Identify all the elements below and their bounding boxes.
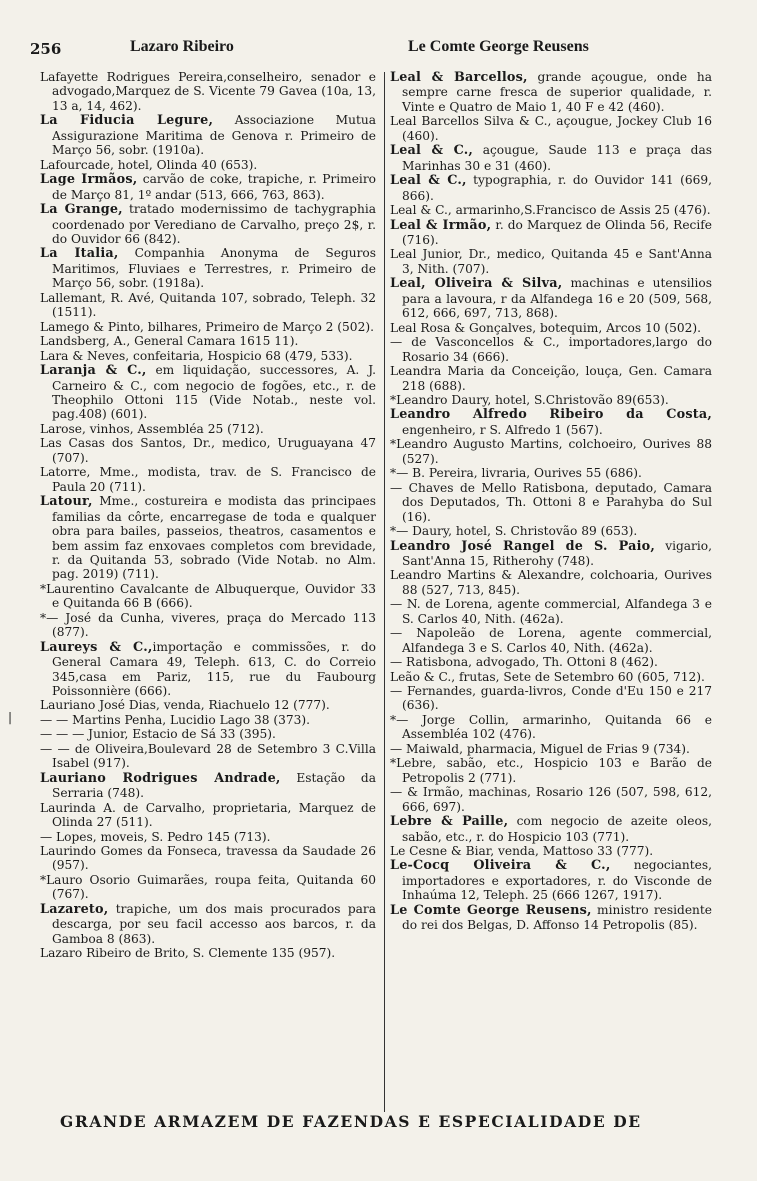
directory-entry [390,437,712,466]
directory-entry [40,70,376,113]
entry-text: *— Daury, hotel, S. Christovão 89 (653). [390,524,638,539]
directory-entry [390,858,712,902]
directory-entry [390,756,712,785]
entry-text: *Leandro Augusto Martins, colchoeiro, Ourives 88 (527). [390,437,712,466]
entry-name: Le-Cocq Oliveira & C., [390,858,611,874]
margin-mark: | [8,710,13,724]
directory-entry [390,407,712,437]
entry-text: grande açougue, onde ha sempre carne fresca de superior qualidade, r. Vinte e Quatro de Maio 1, 40 F e 42 (460). [402,70,713,114]
entry-text: *— Jorge Collin, armarinho, Quitanda 66 e Assembléa 102 (476). [390,712,712,742]
directory-entry [390,844,712,858]
entry-text: Laurinda A. de Carvalho, proprietaria, Marquez de Olinda 27 (511). [40,800,376,830]
entry-name: Le Comte George Reusens, [390,902,592,918]
entry-text: *— José da Cunha, viveres, praça do Mercado 113 (877). [40,610,376,640]
entry-text: *Laurentino Cavalcante de Albuquerque, Ouvidor 33 e Quitanda 66 B (666). [40,581,376,611]
entry-text: — — de Oliveira,Boulevard 28 de Setembro 3 C.Villa Isabel (917). [40,741,376,771]
entry-text: Lazaro Ribeiro de Brito, S. Clemente 135 (957). [40,946,336,961]
entry-name: Leal & Barcellos, [390,70,528,85]
directory-entry [390,276,712,320]
entry-text: *Lauro Osorio Guimarães, roupa feita, Quitanda 60 (767). [40,872,376,902]
entry-name: Laureys & C., [40,639,153,655]
entry-text: — Maiwald, pharmacia, Miguel de Frias 9 (734). [390,741,690,756]
directory-entry [40,172,376,202]
entry-text: — Ratisbona, advogado, Th. Ottoni 8 (462). [390,655,658,670]
directory-entry [390,393,712,407]
directory-entry [40,436,376,465]
directory-entry [40,801,376,830]
entry-text: açougue, Saude 113 e praça das Marinhas 30 e 31 (460). [402,143,712,173]
directory-entry [40,246,376,290]
entry-text: Landsberg, A., General Camara 1615 11). [40,334,299,349]
directory-entry [390,524,712,538]
directory-entry [40,640,376,699]
directory-entry [390,70,712,114]
entry-text: importação e commissões, r. do General Camara 49, Teleph. 613, C. do Correio 345,casa em Pariz, 115, rue du Faubourg Poissonnière (666). [52,639,376,699]
directory-entry [390,785,712,814]
directory-entry [40,713,376,727]
entry-text: com negocio de azeite oleos, sabão, etc., r. do Hospicio 103 (771). [402,814,712,844]
entry-text: Lamego & Pinto, bilhares, Primeiro de Março 2 (502). [40,319,374,334]
column-divider [384,72,385,1112]
directory-entry [390,655,712,669]
entry-text: engenheiro, r S. Alfredo 1 (567). [402,422,603,437]
directory-entry [390,335,712,364]
directory-entry [390,903,712,933]
entry-text: Leandra Maria da Conceição, louça, Gen. Camara 218 (688). [390,364,712,393]
entry-text: machinas e utensilios para a lavoura, r da Alfandega 16 e 20 (509, 568, 612, 666, 697, 713, 868). [402,276,712,321]
directory-entry [40,946,376,960]
entry-name: Lauriano Rodrigues Andrade, [40,770,281,786]
directory-entry [40,611,376,640]
entry-text: Larose, vinhos, Assembléa 25 (712). [40,421,264,436]
entry-text: trapiche, um dos mais procurados para descarga, por seu facil accesso aos barcos, r. da Gamboa 8 (863). [52,901,376,946]
entry-text: Lafourcade, hotel, Olinda 40 (653). [40,157,258,172]
entry-text: negociantes, importadores e exportadores, r. do Visconde de Inhaúma 12, Teleph. 25 (666 1267, 1917). [402,858,713,903]
entry-text: — Chaves de Mello Ratisbona, deputado, Camara dos Deputados, Th. Ottoni 8 e Parahyba do Sul (16). [390,480,712,524]
entry-text: Leandro Martins & Alexandre, colchoaria, Ourives 88 (527, 713, 845). [390,568,712,597]
directory-entry [40,727,376,741]
entry-name: Leal & C., [390,143,474,159]
left-column [40,70,376,961]
entry-text: Latorre, Mme., modista, trav. de S. Francisco de Paula 20 (711). [40,465,376,494]
directory-entry [390,597,712,626]
entry-text: r. do Marquez de Olinda 56, Recife (716). [402,217,712,247]
entry-text: *Leandro Daury, hotel, S.Christovão 89(653). [390,392,669,407]
directory-entry [390,742,712,756]
entry-text: *— B. Pereira, livraria, Ourives 55 (686). [390,466,642,481]
directory-entry [40,465,376,494]
entry-name: Leandro Alfredo Ribeiro da Costa, [390,407,712,423]
entry-name: Lazareto, [40,901,109,917]
directory-entry [40,873,376,902]
entry-text: — N. de Lorena, agente commercial, Alfandega 3 e S. Carlos 40, Nith. (462a). [390,597,712,626]
entry-text: em liquidação, successores, A. J. Carneiro & C., com negocio de fogões, etc., r. de Theophilo Ottoni 115 (Vide Notab., neste vol. pag.408) (601). [52,363,377,422]
entry-name: La Fiducia Legure, [40,113,214,129]
entry-text: — Lopes, moveis, S. Pedro 145 (713). [40,829,271,844]
entry-text: Lauriano José Dias, venda, Riachuelo 12 (777). [40,698,330,713]
entry-text: Lafayette Rodrigues Pereira,conselheiro, senador e advogado,Marquez de S. Vicente 79 Gavea (10a, 13, 13 a, 14, 462). [40,70,376,113]
entry-text: Lallemant, R. Avé, Quitanda 107, sobrado, Teleph. 32 (1511). [40,290,376,320]
entry-text: Mme., costureira e modista das principaes familias da côrte, encarregase de toda e qualquer obra para bailes, passeios, theatros, casamentos e bem assim faz enxovaes completos com brevidade, r. da Quitanda 53, sobrado (Vide Notab. no Alm. pag. 2019) (711). [52,494,376,582]
directory-entry [40,830,376,844]
entry-text: — de Vasconcellos & C., importadores,largo do Rosario 34 (666). [390,335,712,364]
entry-name: La Grange, [40,202,123,218]
directory-entry [390,203,712,217]
entry-text: — — — Junior, Estacio de Sá 33 (395). [40,727,276,742]
directory-entry [390,466,712,480]
directory-entry [40,771,376,801]
directory-entry [40,334,376,348]
directory-entry [390,364,712,393]
entry-text: Leal & C., armarinho,S.Francisco de Assis 25 (476). [390,203,711,218]
directory-entry [40,320,376,334]
entry-text: — & Irmão, machinas, Rosario 126 (507, 598, 612, 666, 697). [390,785,712,814]
running-header-right: Le Comte George Reusens [408,38,589,55]
entry-text: — Napoleão de Lorena, agente commercial, Alfandega 3 e S. Carlos 40, Nith. (462a). [390,626,712,655]
entry-text: Le Cesne & Biar, venda, Mattoso 33 (777). [390,844,654,859]
entry-text: Leal Barcellos Silva & C., açougue, Jockey Club 16 (460). [390,114,712,143]
entry-text: *Lebre, sabão, etc., Hospicio 103 e Barão de Petropolis 2 (771). [390,756,712,785]
entry-text: — — Martins Penha, Lucidio Lago 38 (373). [40,712,311,727]
directory-entry [390,568,712,597]
directory-entry [40,582,376,611]
directory-entry [390,713,712,742]
directory-entry [40,844,376,873]
entry-name: Lebre & Paille, [390,814,509,830]
entry-text: carvão de coke, trapiche, r. Primeiro de Março 81, 1º andar (513, 666, 763, 863). [52,172,376,202]
directory-entry [390,321,712,335]
entry-text: typographia, r. do Ouvidor 141 (669, 866). [402,173,712,203]
directory-entry [390,684,712,713]
directory-entry [390,114,712,143]
entry-text: tratado modernissimo de tachygraphia coordenado por Verediano de Carvalho, preço 2$, r. do Ouvidor 66 (842). [52,202,376,246]
directory-entry [390,481,712,524]
entry-text: Companhia Anonyma de Seguros Maritimos, Fluviaes e Terrestres, r. Primeiro de Março 56, sobr. (1918a). [52,246,376,291]
directory-entry [40,363,376,422]
entry-text: Lara & Neves, confeitaria, Hospicio 68 (479, 533). [40,348,353,363]
directory-entry [390,143,712,173]
entry-text: Estação da Serraria (748). [52,770,376,801]
directory-entry [40,113,376,157]
entry-name: Leal, Oliveira & Silva, [390,276,563,292]
entry-name: Leandro José Rangel de S. Paio, [390,538,656,554]
page-number: 256 [30,40,62,58]
directory-entry [40,202,376,246]
directory-entry [40,291,376,320]
directory-entry [40,422,376,436]
directory-entry [40,698,376,712]
directory-entry [390,218,712,248]
directory-entry [40,494,376,582]
directory-entry [390,173,712,203]
right-column [390,70,712,933]
directory-entry [40,349,376,363]
directory-entry [390,539,712,569]
entry-name: Latour, [40,494,93,510]
directory-entry [40,158,376,172]
directory-entry [40,902,376,946]
entry-text: Associazione Mutua Assigurazione Maritima de Genova r. Primeiro de Março 56, sobr. (1910a). [52,113,376,158]
entry-text: Laurindo Gomes da Fonseca, travessa da Saudade 26 (957). [40,844,376,873]
entry-name: Leal & Irmão, [390,217,492,233]
entry-text: ministro residente do rei dos Belgas, D. Affonso 14 Petropolis (85). [402,902,712,933]
directory-entry [390,626,712,655]
running-header-left: Lazaro Ribeiro [130,38,234,55]
entry-text: vigario, Sant'Anna 15, Ritherohy (748). [402,538,712,568]
footer-banner: GRANDE ARMAZEM DE FAZENDAS E ESPECIALIDADE DE [60,1112,642,1131]
entry-name: Lage Irmãos, [40,172,138,188]
directory-entry [390,814,712,844]
directory-entry [40,742,376,771]
entry-text: Leão & C., frutas, Sete de Setembro 60 (605, 712). [390,669,705,684]
entry-text: Leal Junior, Dr., medico, Quitanda 45 e Sant'Anna 3, Nith. (707). [390,247,712,276]
directory-entry [390,247,712,276]
entry-name: Laranja & C., [40,363,147,379]
directory-entry [390,670,712,684]
entry-text: — Fernandes, guarda-livros, Conde d'Eu 150 e 217 (636). [390,684,712,713]
entry-name: La Italia, [40,246,119,262]
entry-text: Las Casas dos Santos, Dr., medico, Uruguayana 47 (707). [40,436,376,465]
entry-text: Leal Rosa & Gonçalves, botequim, Arcos 10 (502). [390,320,702,335]
entry-name: Leal & C., [390,173,467,189]
